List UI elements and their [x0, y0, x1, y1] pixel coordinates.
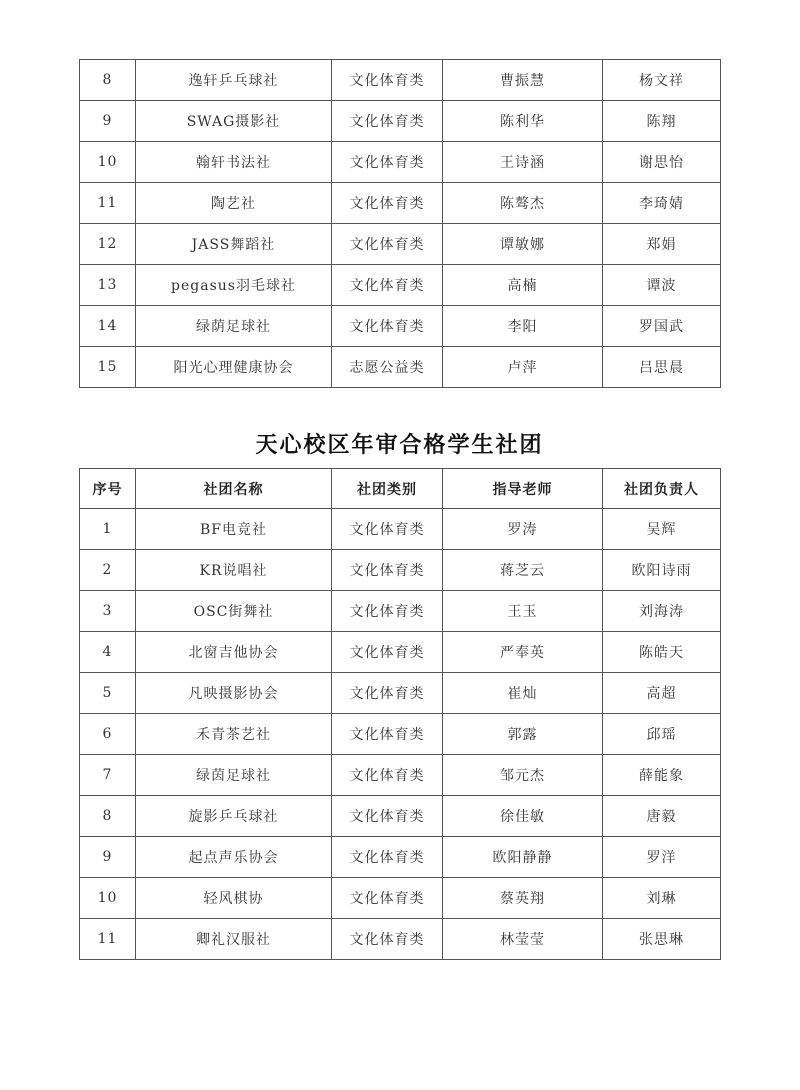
table-row	[80, 101, 721, 142]
cell-advisor: 严奉英	[443, 632, 603, 673]
cell-club-name: 陶艺社	[136, 183, 332, 224]
cell-no: 9	[80, 101, 136, 142]
cell-category: 文化体育类	[332, 101, 443, 142]
cell-no: 13	[80, 265, 136, 306]
cell-advisor: 陈利华	[443, 101, 603, 142]
cell-category: 文化体育类	[332, 591, 443, 632]
cell-leader: 谭波	[603, 265, 721, 306]
table-row	[80, 673, 721, 714]
cell-club-name: 卿礼汉服社	[136, 919, 332, 960]
table-row	[80, 632, 721, 673]
cell-advisor: 王玉	[443, 591, 603, 632]
cell-leader: 刘海涛	[603, 591, 721, 632]
section-title: 天心校区年审合格学生社团	[255, 433, 544, 458]
cell-category: 文化体育类	[332, 550, 443, 591]
cell-no: 10	[80, 878, 136, 919]
cell-advisor: 蔡英翔	[443, 878, 603, 919]
cell-club-name: 禾青茶艺社	[136, 714, 332, 755]
cell-category: 文化体育类	[332, 837, 443, 878]
table-row	[80, 306, 721, 347]
cell-no: 8	[80, 796, 136, 837]
cell-advisor: 邹元杰	[443, 755, 603, 796]
cell-advisor: 徐佳敏	[443, 796, 603, 837]
cell-leader: 谢思怡	[603, 142, 721, 183]
table-header-row	[80, 469, 721, 509]
cell-leader: 邱瑶	[603, 714, 721, 755]
cell-category: 文化体育类	[332, 60, 443, 101]
cell-no: 1	[80, 509, 136, 550]
cell-club-name: BF电竞社	[136, 509, 332, 550]
cell-category: 文化体育类	[332, 714, 443, 755]
header-no: 序号	[80, 469, 136, 509]
cell-category: 文化体育类	[332, 632, 443, 673]
cell-club-name: 绿茵足球社	[136, 755, 332, 796]
table-row	[80, 919, 721, 960]
cell-leader: 郑娟	[603, 224, 721, 265]
cell-advisor: 曹振慧	[443, 60, 603, 101]
table-row	[80, 183, 721, 224]
cell-leader: 罗国武	[603, 306, 721, 347]
cell-no: 3	[80, 591, 136, 632]
cell-no: 4	[80, 632, 136, 673]
header-category: 社团类别	[332, 469, 443, 509]
table-row	[80, 755, 721, 796]
cell-no: 8	[80, 60, 136, 101]
table-row	[80, 714, 721, 755]
table-row	[80, 224, 721, 265]
cell-advisor: 谭敏娜	[443, 224, 603, 265]
cell-leader: 吕思晨	[603, 347, 721, 388]
cell-no: 14	[80, 306, 136, 347]
cell-category: 文化体育类	[332, 919, 443, 960]
cell-advisor: 蒋芝云	[443, 550, 603, 591]
table-row	[80, 509, 721, 550]
cell-leader: 唐毅	[603, 796, 721, 837]
cell-club-name: SWAG摄影社	[136, 101, 332, 142]
cell-club-name: 逸轩乒乓球社	[136, 60, 332, 101]
cell-no: 9	[80, 837, 136, 878]
cell-category: 文化体育类	[332, 755, 443, 796]
cell-club-name: 翰轩书法社	[136, 142, 332, 183]
header-advisor: 指导老师	[443, 469, 603, 509]
cell-club-name: 起点声乐协会	[136, 837, 332, 878]
table-row	[80, 142, 721, 183]
cell-club-name: OSC街舞社	[136, 591, 332, 632]
cell-category: 文化体育类	[332, 306, 443, 347]
cell-advisor: 罗涛	[443, 509, 603, 550]
clubs-table-continued	[79, 59, 721, 388]
cell-category: 文化体育类	[332, 224, 443, 265]
cell-club-name: 北窗吉他协会	[136, 632, 332, 673]
cell-no: 10	[80, 142, 136, 183]
cell-club-name: 凡映摄影协会	[136, 673, 332, 714]
cell-no: 5	[80, 673, 136, 714]
cell-advisor: 高楠	[443, 265, 603, 306]
cell-no: 11	[80, 183, 136, 224]
cell-leader: 罗洋	[603, 837, 721, 878]
cell-category: 文化体育类	[332, 796, 443, 837]
cell-no: 2	[80, 550, 136, 591]
cell-club-name: 绿荫足球社	[136, 306, 332, 347]
cell-category: 文化体育类	[332, 142, 443, 183]
cell-leader: 李琦婧	[603, 183, 721, 224]
cell-category: 文化体育类	[332, 673, 443, 714]
cell-no: 11	[80, 919, 136, 960]
cell-leader: 张思琳	[603, 919, 721, 960]
cell-advisor: 陈骜杰	[443, 183, 603, 224]
cell-no: 6	[80, 714, 136, 755]
cell-leader: 高超	[603, 673, 721, 714]
cell-no: 15	[80, 347, 136, 388]
table-row	[80, 796, 721, 837]
cell-advisor: 林莹莹	[443, 919, 603, 960]
table-row	[80, 878, 721, 919]
cell-leader: 薛能象	[603, 755, 721, 796]
table-row	[80, 347, 721, 388]
cell-club-name: 阳光心理健康协会	[136, 347, 332, 388]
cell-no: 12	[80, 224, 136, 265]
cell-leader: 杨文祥	[603, 60, 721, 101]
header-club-name: 社团名称	[136, 469, 332, 509]
cell-category: 文化体育类	[332, 265, 443, 306]
cell-leader: 陈皓天	[603, 632, 721, 673]
cell-club-name: JASS舞蹈社	[136, 224, 332, 265]
table-row	[80, 265, 721, 306]
cell-club-name: KR说唱社	[136, 550, 332, 591]
cell-category: 文化体育类	[332, 183, 443, 224]
cell-advisor: 郭露	[443, 714, 603, 755]
cell-leader: 欧阳诗雨	[603, 550, 721, 591]
cell-category: 文化体育类	[332, 878, 443, 919]
cell-no: 7	[80, 755, 136, 796]
cell-category: 志愿公益类	[332, 347, 443, 388]
cell-leader: 刘琳	[603, 878, 721, 919]
cell-club-name: pegasus羽毛球社	[136, 265, 332, 306]
cell-club-name: 轻风棋协	[136, 878, 332, 919]
table-row	[80, 60, 721, 101]
header-leader: 社团负责人	[603, 469, 721, 509]
cell-advisor: 欧阳静静	[443, 837, 603, 878]
table-row	[80, 591, 721, 632]
cell-advisor: 卢萍	[443, 347, 603, 388]
table-row	[80, 550, 721, 591]
cell-leader: 吴辉	[603, 509, 721, 550]
table-row	[80, 837, 721, 878]
cell-advisor: 崔灿	[443, 673, 603, 714]
tianxin-clubs-table	[79, 468, 721, 960]
cell-leader: 陈翔	[603, 101, 721, 142]
cell-club-name: 旋影乒乓球社	[136, 796, 332, 837]
cell-category: 文化体育类	[332, 509, 443, 550]
cell-advisor: 李阳	[443, 306, 603, 347]
cell-advisor: 王诗涵	[443, 142, 603, 183]
